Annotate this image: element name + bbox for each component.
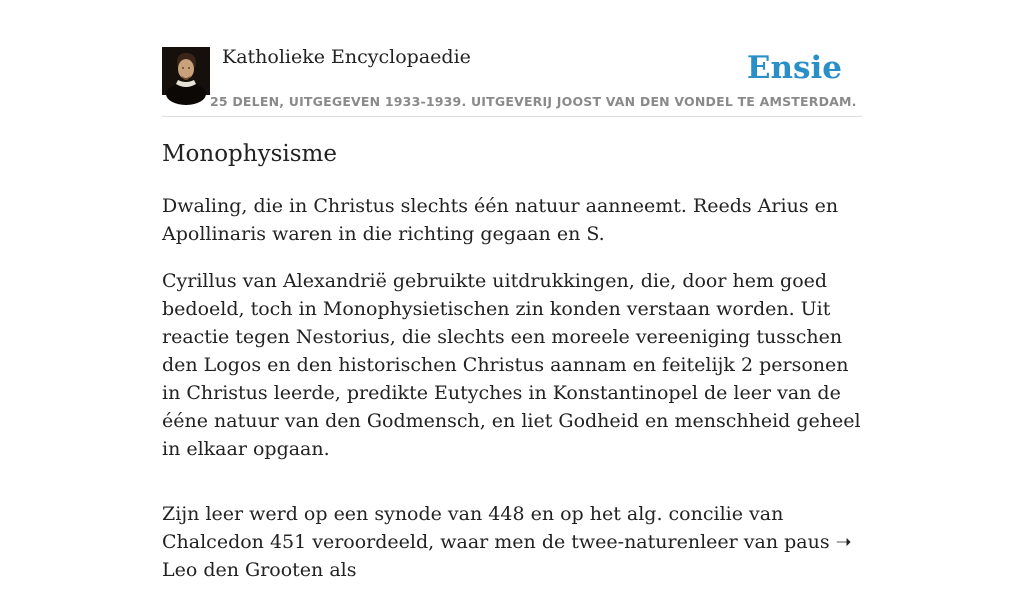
article-paragraph-2: Cyrillus van Alexandrië gebruikte uitdrukkingen, die, door hem goed bedoeld, toch in Monophysietischen zin konden verstaan worden. Uit reactie tegen Nestorius, die slechts een moreele vereeniging tusschen den Logos en den historischen Christus aannam en feitelijk 2 personen in Christus leerde, predikte Eutyches in Konstantinopel de leer van de ééne natuur van den Godmensch, en liet Godheid en menschheid geheel in elkaar opgaan. [162, 270, 861, 460]
article-paragraph-3: Zijn leer werd op een synode van 448 en op het alg. concilie van Chalcedon 451 veroordeeld, waar men de twee-naturenleer van paus ➝ Leo den Grooten als [162, 503, 852, 581]
article-paragraph-1: Dwaling, die in Christus slechts één natuur aanneemt. Reeds Arius en Apollinaris waren in die richting gegaan en S. [162, 195, 839, 245]
site-header [162, 44, 862, 117]
site-title[interactable]: Katholieke Encyclopaedie [222, 46, 471, 68]
article-content [162, 138, 862, 603]
article-title: Monophysisme [162, 141, 337, 167]
portrait-avatar-icon[interactable] [162, 47, 210, 95]
publication-subtitle: 25 DELEN, UITGEGEVEN 1933-1939. UITGEVERIJ JOOST VAN DEN VONDEL TE AMSTERDAM. [210, 94, 857, 109]
brand-logo-link[interactable]: Ensie [746, 50, 842, 86]
